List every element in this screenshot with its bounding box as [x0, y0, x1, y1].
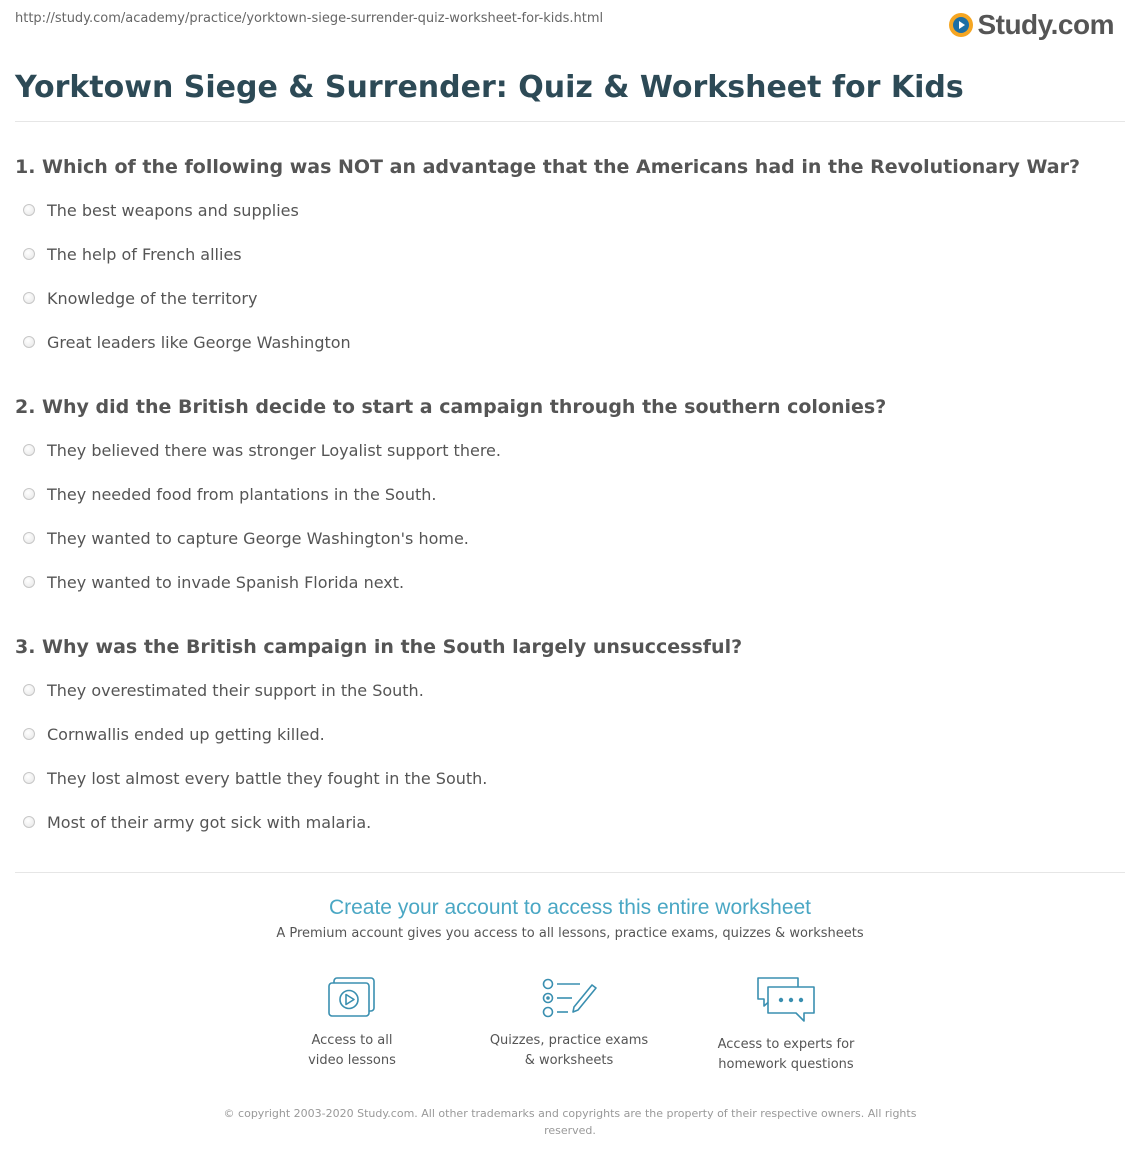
- page-url[interactable]: http://study.com/academy/practice/yorktown-siege-surrender-quiz-worksheet-for-kids.html: [15, 11, 604, 26]
- question-3: [15, 635, 1125, 844]
- radio-button[interactable]: [23, 248, 35, 260]
- radio-button[interactable]: [23, 684, 35, 696]
- feature-experts: [686, 975, 886, 1075]
- question-1: [15, 155, 1125, 364]
- answer-label: They needed food from plantations in the South.: [47, 484, 437, 504]
- answer-option[interactable]: [15, 276, 1125, 320]
- answer-option[interactable]: [15, 800, 1125, 844]
- answer-label: Cornwallis ended up getting killed.: [47, 724, 325, 744]
- answer-label: Knowledge of the territory: [47, 288, 258, 308]
- quiz-checklist-icon: [540, 975, 598, 1021]
- cta-subheading: A Premium account gives you access to all lessons, practice exams, quizzes & worksheets: [276, 926, 864, 941]
- answer-option[interactable]: [15, 668, 1125, 712]
- answer-label: They lost almost every battle they fought in the South.: [47, 768, 488, 788]
- answer-label: They wanted to capture George Washington's home.: [47, 528, 469, 548]
- answer-label: Most of their army got sick with malaria.: [47, 812, 372, 832]
- question-text: 3. Why was the British campaign in the South largely unsuccessful?: [15, 636, 743, 658]
- answer-option[interactable]: [15, 320, 1125, 364]
- feature-quizzes: [469, 975, 669, 1071]
- feature-label: Access to experts for homework questions: [717, 1037, 855, 1072]
- copyright-notice: © copyright 2003-2020 Study.com. All other trademarks and copyrights are the property of their respective owners. All rights reserved.: [223, 1107, 917, 1137]
- title-divider: [15, 121, 1125, 122]
- radio-button[interactable]: [23, 532, 35, 544]
- answer-label: They overestimated their support in the South.: [47, 680, 424, 700]
- answer-label: They believed there was stronger Loyalist support there.: [47, 440, 501, 460]
- chat-bubbles-icon: [754, 975, 818, 1025]
- radio-button[interactable]: [23, 292, 35, 304]
- study-com-logo[interactable]: [949, 8, 1114, 42]
- answer-list: [15, 428, 1125, 604]
- feature-label: Quizzes, practice exams & worksheets: [489, 1033, 649, 1068]
- video-lessons-icon: [326, 975, 378, 1021]
- cta-heading[interactable]: Create your account to access this entire worksheet: [328, 896, 812, 919]
- radio-button[interactable]: [23, 336, 35, 348]
- question-2: [15, 395, 1125, 604]
- section-divider: [15, 872, 1125, 873]
- radio-button[interactable]: [23, 444, 35, 456]
- radio-button[interactable]: [23, 576, 35, 588]
- answer-label: The help of French allies: [47, 244, 242, 264]
- question-text: 2. Why did the British decide to start a campaign through the southern colonies?: [15, 396, 887, 418]
- radio-button[interactable]: [23, 816, 35, 828]
- page-title: Yorktown Siege & Surrender: Quiz & Worksheet for Kids: [15, 70, 964, 105]
- answer-option[interactable]: [15, 472, 1125, 516]
- answer-label: They wanted to invade Spanish Florida next.: [47, 572, 405, 592]
- answer-list: [15, 188, 1125, 364]
- radio-button[interactable]: [23, 204, 35, 216]
- play-logo-icon: [949, 13, 973, 37]
- question-text: 1. Which of the following was NOT an advantage that the Americans had in the Revolutionary War?: [15, 156, 1080, 178]
- answer-label: Great leaders like George Washington: [47, 332, 351, 352]
- radio-button[interactable]: [23, 728, 35, 740]
- feature-video-lessons: [252, 975, 452, 1071]
- answer-option[interactable]: [15, 428, 1125, 472]
- answer-option[interactable]: [15, 712, 1125, 756]
- logo-text: Study.com: [977, 9, 1114, 40]
- radio-button[interactable]: [23, 772, 35, 784]
- feature-label: Access to all video lessons: [308, 1033, 396, 1068]
- answer-option[interactable]: [15, 188, 1125, 232]
- answer-option[interactable]: [15, 560, 1125, 604]
- answer-option[interactable]: [15, 232, 1125, 276]
- answer-option[interactable]: [15, 516, 1125, 560]
- answer-option[interactable]: [15, 756, 1125, 800]
- radio-button[interactable]: [23, 488, 35, 500]
- answer-list: [15, 668, 1125, 844]
- answer-label: The best weapons and supplies: [47, 200, 299, 220]
